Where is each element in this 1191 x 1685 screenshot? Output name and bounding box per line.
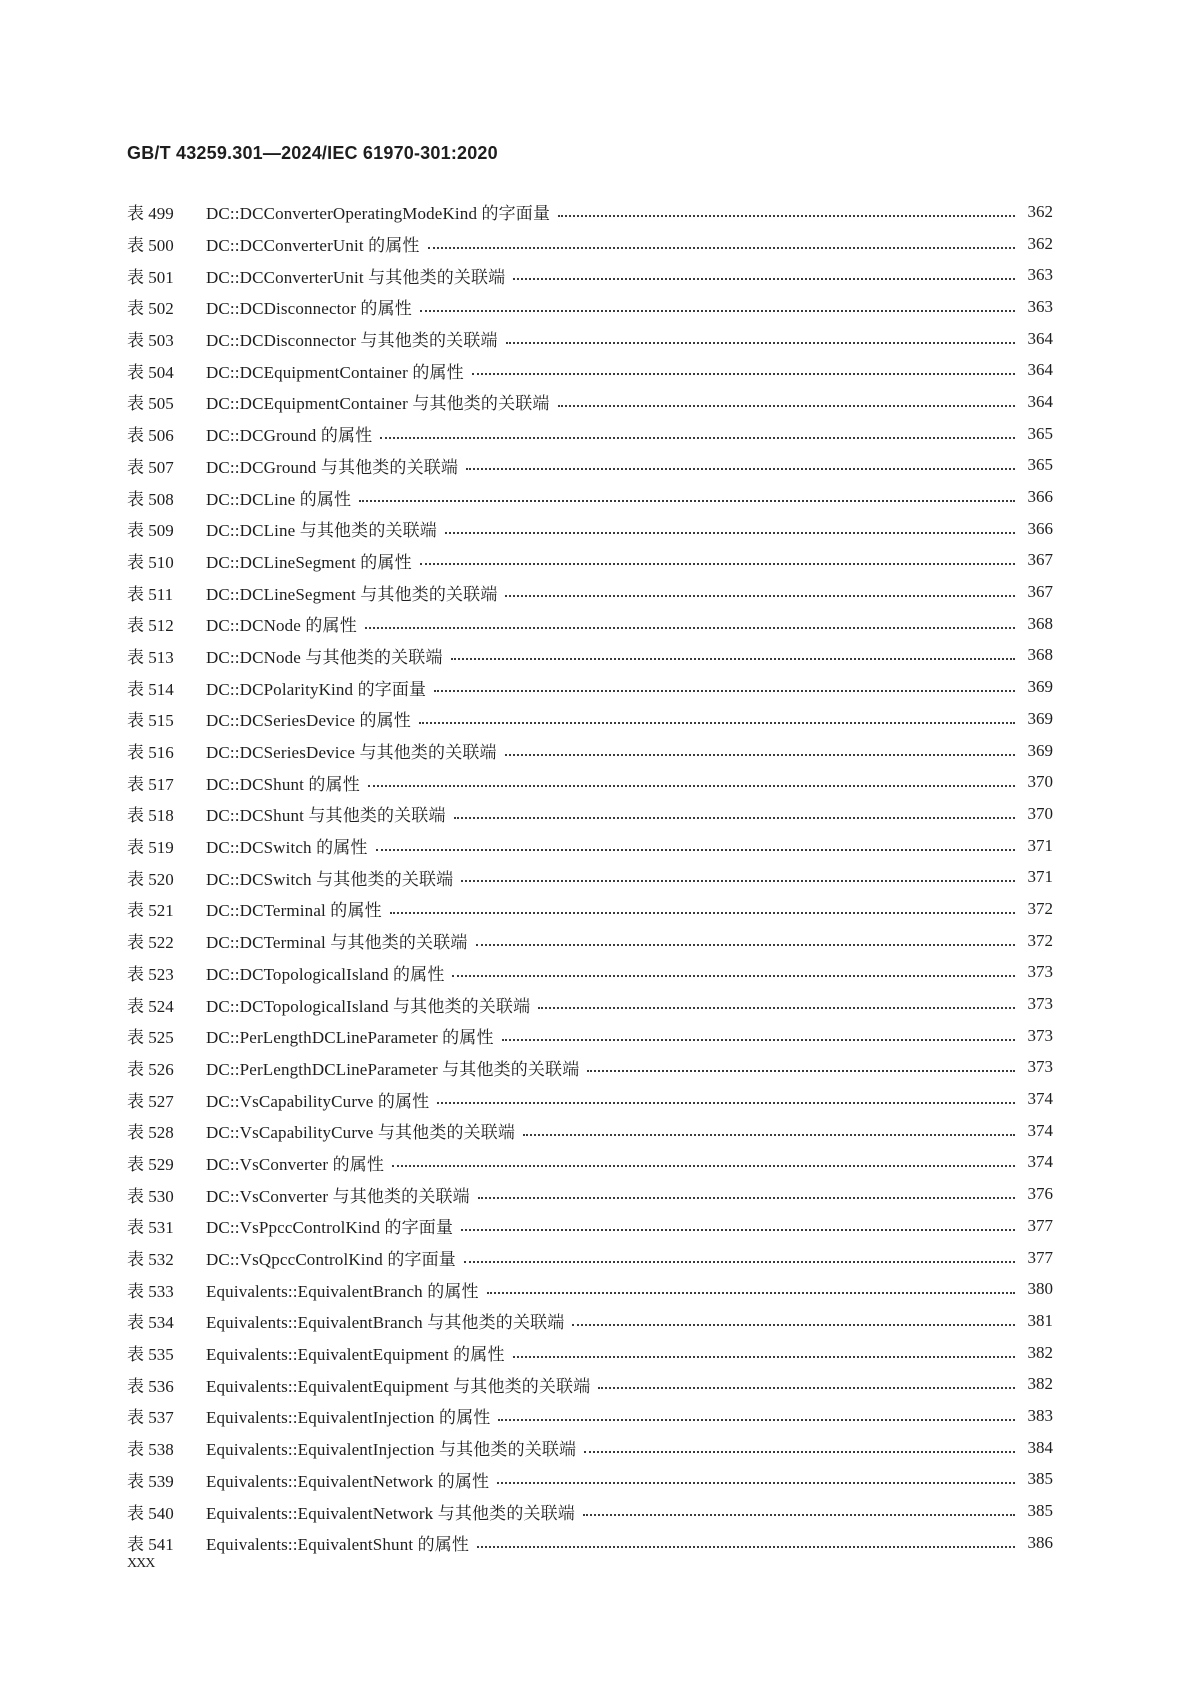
toc-entry-label: 表 522 [127,933,174,953]
toc-entry-label: 表 506 [127,426,174,446]
toc-entry-title: DC::DCTopologicalIsland 与其他类的关联端 [206,996,531,1016]
toc-entry[interactable] [127,1495,1053,1527]
toc-entry-title: DC::DCNode 与其他类的关联端 [206,647,443,667]
toc-entry-page: 371 [1027,867,1053,887]
toc-entry-page: 369 [1027,677,1053,697]
toc-entry-title: Equivalents::EquivalentShunt 的属性 [206,1535,470,1555]
toc-dot-leader [461,880,1015,882]
toc-entry-page: 385 [1027,1469,1053,1489]
toc-entry-label: 表 520 [127,869,174,889]
toc-entry-title: DC::DCLineSegment 与其他类的关联端 [206,584,498,604]
toc-entry-title: DC::DCTerminal 与其他类的关联端 [206,933,468,953]
toc-entry-label: 表 501 [127,267,174,287]
toc-dot-leader [445,532,1015,534]
toc-entry-page: 364 [1027,360,1053,380]
toc-entry-title: DC::DCShunt 的属性 [206,774,360,794]
toc-entry[interactable] [127,576,1053,608]
toc-dot-leader [464,1261,1015,1263]
toc-entry-page: 373 [1027,994,1053,1014]
toc-entry-title: Equivalents::EquivalentNetwork 与其他类的关联端 [206,1503,575,1523]
toc-entry-title: DC::DCShunt 与其他类的关联端 [206,806,446,826]
toc-dot-leader [583,1514,1015,1516]
toc-dot-leader [452,975,1015,977]
toc-dot-leader [420,310,1015,312]
toc-entry-title: DC::DCTerminal 的属性 [206,901,382,921]
toc-entry[interactable] [127,1527,1053,1559]
toc-dot-leader [598,1387,1015,1389]
toc-dot-leader [376,849,1015,851]
toc-entry-label: 表 541 [127,1535,174,1555]
toc-entry-label: 表 515 [127,711,174,731]
toc-entry[interactable] [127,481,1053,513]
toc-entry[interactable] [127,671,1053,703]
toc-entry[interactable] [127,1210,1053,1242]
toc-entry-page: 373 [1027,1057,1053,1077]
toc-entry-label: 表 528 [127,1123,174,1143]
toc-entry-label: 表 511 [127,584,174,604]
toc-entry[interactable] [127,450,1053,482]
toc-entry-page: 374 [1027,1120,1053,1140]
toc-entry-label: 表 514 [127,679,174,699]
toc-dot-leader [472,373,1015,375]
toc-entry[interactable] [127,1432,1053,1464]
toc-dot-leader [477,1546,1015,1548]
toc-dot-leader [368,785,1015,787]
toc-entry-label: 表 509 [127,521,174,541]
toc-entry-page: 372 [1027,930,1053,950]
toc-entry-title: DC::DCEquipmentContainer 的属性 [206,362,464,382]
toc-entry-title: DC::VsCapabilityCurve 的属性 [206,1091,430,1111]
toc-entry-label: 表 519 [127,838,174,858]
toc-entry-label: 表 523 [127,964,174,984]
toc-entry-page: 363 [1027,265,1053,285]
toc-entry-label: 表 539 [127,1471,174,1491]
toc-entry[interactable] [127,1368,1053,1400]
toc-dot-leader [558,215,1015,217]
toc-entry-page: 377 [1027,1215,1053,1235]
toc-entry[interactable] [127,228,1053,260]
toc-entry[interactable] [127,1147,1053,1179]
toc-entry-title: DC::VsPpccControlKind 的字面量 [206,1218,454,1238]
toc-entry-label: 表 504 [127,362,174,382]
toc-entry[interactable] [127,988,1053,1020]
toc-entry[interactable] [127,1337,1053,1369]
toc-entry[interactable] [127,354,1053,386]
toc-entry[interactable] [127,1242,1053,1274]
toc-dot-leader [523,1134,1015,1136]
toc-dot-leader [478,1197,1015,1199]
toc-entry-label: 表 531 [127,1218,174,1238]
toc-entry-title: DC::DCPolarityKind 的字面量 [206,679,427,699]
toc-entry[interactable] [127,418,1053,450]
toc-dot-leader [380,437,1015,439]
toc-dot-leader [454,817,1015,819]
toc-entry-page: 367 [1027,582,1053,602]
toc-entry[interactable] [127,766,1053,798]
toc-entry-page: 368 [1027,613,1053,633]
toc-entry-title: DC::DCConverterUnit 与其他类的关联端 [206,267,506,287]
toc-entry-title: DC::DCDisconnector 与其他类的关联端 [206,331,498,351]
toc-entry-page: 384 [1027,1437,1053,1457]
toc-entry-title: DC::VsConverter 的属性 [206,1154,385,1174]
table-of-tables-list [127,196,1053,1559]
toc-dot-leader [437,1102,1015,1104]
toc-entry-label: 表 524 [127,996,174,1016]
toc-entry[interactable] [127,1178,1053,1210]
toc-entry[interactable] [127,798,1053,830]
toc-dot-leader [506,342,1015,344]
toc-entry-page: 371 [1027,835,1053,855]
toc-entry-label: 表 503 [127,331,174,351]
toc-entry[interactable] [127,1115,1053,1147]
toc-entry-label: 表 536 [127,1376,174,1396]
toc-entry[interactable] [127,513,1053,545]
toc-entry-title: Equivalents::EquivalentBranch 的属性 [206,1281,479,1301]
toc-entry-title: Equivalents::EquivalentNetwork 的属性 [206,1471,490,1491]
toc-entry-title: DC::PerLengthDCLineParameter 的属性 [206,1028,494,1048]
document-header: GB/T 43259.301—2024/IEC 61970-301:2020 [127,143,498,163]
toc-entry-label: 表 500 [127,236,174,256]
toc-entry-title: DC::DCLineSegment 的属性 [206,552,412,572]
toc-dot-leader [584,1451,1015,1453]
toc-entry[interactable] [127,1273,1053,1305]
toc-dot-leader [451,658,1015,660]
toc-entry-label: 表 499 [127,204,174,224]
toc-entry-page: 366 [1027,487,1053,507]
toc-entry[interactable] [127,608,1053,640]
toc-dot-leader [505,754,1015,756]
toc-entry-page: 370 [1027,772,1053,792]
toc-entry-page: 365 [1027,455,1053,475]
toc-entry-page: 380 [1027,1279,1053,1299]
toc-entry-title: DC::VsConverter 与其他类的关联端 [206,1186,470,1206]
toc-entry[interactable] [127,925,1053,957]
toc-entry-title: DC::DCConverterUnit 的属性 [206,236,420,256]
toc-dot-leader [513,278,1015,280]
toc-entry[interactable] [127,1464,1053,1496]
toc-dot-leader [538,1007,1015,1009]
toc-entry-label: 表 527 [127,1091,174,1111]
toc-entry-title: DC::DCNode 的属性 [206,616,357,636]
toc-entry-title: DC::DCLine 与其他类的关联端 [206,521,437,541]
toc-dot-leader [434,690,1015,692]
toc-entry-page: 373 [1027,962,1053,982]
toc-entry-label: 表 508 [127,489,174,509]
toc-entry-label: 表 534 [127,1313,174,1333]
toc-entry-label: 表 516 [127,743,174,763]
toc-entry-page: 372 [1027,898,1053,918]
toc-dot-leader [428,247,1015,249]
toc-entry-page: 385 [1027,1501,1053,1521]
toc-entry-page: 374 [1027,1089,1053,1109]
toc-dot-leader [513,1356,1015,1358]
toc-entry-page: 382 [1027,1342,1053,1362]
toc-dot-leader [572,1324,1015,1326]
toc-dot-leader [558,405,1015,407]
toc-dot-leader [487,1292,1015,1294]
toc-dot-leader [359,500,1015,502]
toc-entry-page: 377 [1027,1247,1053,1267]
toc-dot-leader [476,944,1016,946]
toc-entry-title: DC::DCGround 的属性 [206,426,373,446]
toc-entry-label: 表 533 [127,1281,174,1301]
toc-entry[interactable] [127,1020,1053,1052]
toc-entry-title: DC::VsQpccControlKind 的字面量 [206,1250,456,1270]
page-number: XXX [127,1556,155,1571]
toc-entry-label: 表 537 [127,1408,174,1428]
toc-entry[interactable] [127,893,1053,925]
toc-entry[interactable] [127,1052,1053,1084]
toc-entry[interactable] [127,1083,1053,1115]
toc-entry-title: DC::VsCapabilityCurve 与其他类的关联端 [206,1123,516,1143]
toc-dot-leader [498,1419,1015,1421]
toc-entry-title: Equivalents::EquivalentInjection 的属性 [206,1408,491,1428]
toc-entry-page: 369 [1027,708,1053,728]
toc-entry[interactable] [127,703,1053,735]
toc-entry-page: 365 [1027,423,1053,443]
toc-entry-title: DC::DCTopologicalIsland 的属性 [206,964,445,984]
toc-entry-title: DC::DCSeriesDevice 与其他类的关联端 [206,743,497,763]
toc-entry-page: 381 [1027,1310,1053,1330]
toc-entry-label: 表 538 [127,1440,174,1460]
toc-entry-label: 表 518 [127,806,174,826]
toc-entry-title: DC::DCEquipmentContainer 与其他类的关联端 [206,394,550,414]
toc-entry-title: DC::DCSeriesDevice 的属性 [206,711,411,731]
toc-entry-title: DC::DCDisconnector 的属性 [206,299,412,319]
toc-entry[interactable] [127,386,1053,418]
toc-entry-page: 362 [1027,201,1053,221]
toc-dot-leader [420,563,1015,565]
toc-entry-label: 表 507 [127,457,174,477]
toc-entry-title: Equivalents::EquivalentEquipment 的属性 [206,1345,505,1365]
toc-entry-page: 376 [1027,1184,1053,1204]
toc-entry-label: 表 530 [127,1186,174,1206]
toc-entry-page: 366 [1027,518,1053,538]
toc-dot-leader [505,595,1015,597]
toc-dot-leader [497,1482,1015,1484]
toc-dot-leader [461,1229,1015,1231]
toc-entry-page: 367 [1027,550,1053,570]
toc-dot-leader [587,1070,1015,1072]
toc-entry-title: Equivalents::EquivalentEquipment 与其他类的关联端 [206,1376,591,1396]
toc-entry[interactable] [127,830,1053,862]
toc-entry-label: 表 513 [127,647,174,667]
toc-entry[interactable] [127,259,1053,291]
toc-dot-leader [502,1039,1015,1041]
toc-entry-label: 表 502 [127,299,174,319]
toc-entry-page: 383 [1027,1405,1053,1425]
toc-entry-title: Equivalents::EquivalentInjection 与其他类的关联端 [206,1440,577,1460]
toc-entry-page: 363 [1027,296,1053,316]
toc-entry-label: 表 532 [127,1250,174,1270]
toc-entry-page: 364 [1027,391,1053,411]
toc-entry-label: 表 540 [127,1503,174,1523]
toc-entry[interactable] [127,957,1053,989]
toc-dot-leader [466,468,1015,470]
toc-entry-label: 表 525 [127,1028,174,1048]
toc-dot-leader [390,912,1015,914]
toc-entry-title: Equivalents::EquivalentBranch 与其他类的关联端 [206,1313,565,1333]
toc-entry-title: DC::PerLengthDCLineParameter 与其他类的关联端 [206,1059,580,1079]
toc-entry-label: 表 529 [127,1154,174,1174]
toc-entry[interactable] [127,640,1053,672]
toc-entry-title: DC::DCSwitch 的属性 [206,838,368,858]
toc-entry-label: 表 505 [127,394,174,414]
toc-entry-label: 表 510 [127,552,174,572]
toc-entry[interactable] [127,196,1053,228]
toc-entry-page: 369 [1027,740,1053,760]
toc-entry-label: 表 535 [127,1345,174,1365]
toc-entry-title: DC::DCConverterOperatingModeKind 的字面量 [206,204,551,224]
toc-entry-page: 368 [1027,645,1053,665]
toc-entry-page: 382 [1027,1374,1053,1394]
toc-entry[interactable] [127,861,1053,893]
toc-entry-page: 364 [1027,328,1053,348]
toc-entry-page: 373 [1027,1025,1053,1045]
toc-entry-page: 374 [1027,1152,1053,1172]
toc-entry-label: 表 517 [127,774,174,794]
toc-entry[interactable] [127,545,1053,577]
toc-entry-label: 表 512 [127,616,174,636]
toc-entry[interactable] [127,735,1053,767]
toc-entry-title: DC::DCGround 与其他类的关联端 [206,457,459,477]
toc-entry[interactable] [127,1305,1053,1337]
toc-entry[interactable] [127,323,1053,355]
toc-entry-page: 370 [1027,803,1053,823]
toc-dot-leader [365,627,1015,629]
toc-entry[interactable] [127,1400,1053,1432]
toc-entry-label: 表 526 [127,1059,174,1079]
toc-entry-title: DC::DCSwitch 与其他类的关联端 [206,869,454,889]
toc-dot-leader [392,1165,1015,1167]
toc-entry-label: 表 521 [127,901,174,921]
toc-dot-leader [419,722,1015,724]
toc-entry-page: 386 [1027,1532,1053,1552]
toc-entry-title: DC::DCLine 的属性 [206,489,352,509]
toc-entry-page: 362 [1027,233,1053,253]
toc-entry[interactable] [127,291,1053,323]
